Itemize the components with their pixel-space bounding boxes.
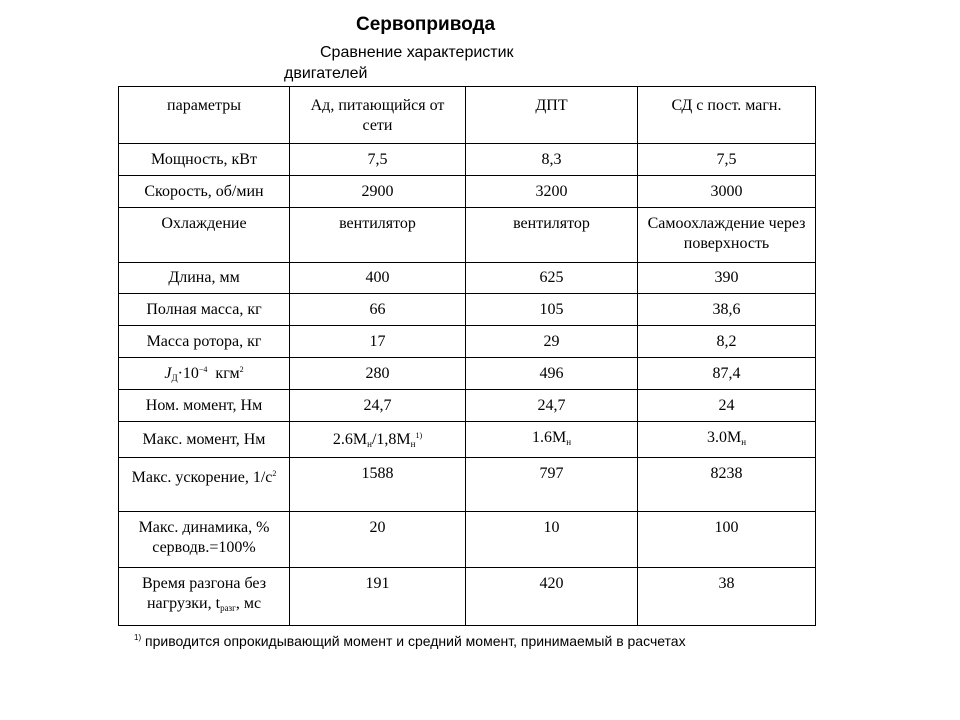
value-cell: 400 bbox=[290, 263, 466, 294]
inertia-multiplier: ·10 bbox=[177, 364, 199, 382]
param-cell: Мощность, кВт bbox=[119, 144, 290, 176]
param-cell: Охлаждение bbox=[119, 208, 290, 263]
inertia-symbol-subscript: Д bbox=[171, 372, 178, 383]
table-row bbox=[119, 568, 816, 626]
value-cell: 2900 bbox=[290, 176, 466, 208]
acceleration-exponent: 2 bbox=[272, 469, 277, 478]
header-cell: СД с пост. магн. bbox=[638, 87, 816, 144]
value-cell: 390 bbox=[638, 263, 816, 294]
max-torque-sd: 3.0M bbox=[706, 428, 742, 446]
value-cell: 20 bbox=[290, 512, 466, 568]
value-cell: 1588 bbox=[290, 458, 466, 512]
inertia-symbol: J bbox=[164, 364, 172, 382]
page-title: Сервопривода bbox=[356, 14, 496, 35]
value-cell: 496 bbox=[466, 358, 638, 390]
table-row bbox=[119, 326, 816, 358]
value-cell: 24 bbox=[638, 390, 816, 422]
value-cell: 24,7 bbox=[290, 390, 466, 422]
table-row bbox=[119, 458, 816, 512]
value-cell: 3000 bbox=[638, 176, 816, 208]
table-row bbox=[119, 176, 816, 208]
value-cell: 8,3 bbox=[466, 144, 638, 176]
table-row bbox=[119, 512, 816, 568]
value-cell: вентилятор bbox=[290, 208, 466, 263]
value-cell-max-torque bbox=[638, 422, 816, 458]
table-row bbox=[119, 144, 816, 176]
max-torque-a: 2.6M bbox=[332, 430, 368, 448]
value-cell: 38,6 bbox=[638, 294, 816, 326]
value-cell: 10 bbox=[466, 512, 638, 568]
table-row bbox=[119, 422, 816, 458]
subtitle-line-2: двигателей bbox=[284, 65, 368, 82]
accel-time-unit: , мс bbox=[235, 595, 262, 612]
footnote-mark: 1) bbox=[134, 633, 142, 642]
param-cell-accel-time bbox=[119, 568, 290, 626]
param-cell-acceleration bbox=[119, 458, 290, 512]
footnote-text: приводится опрокидывающий момент и средний момент, принимаемый в расчетах bbox=[145, 633, 686, 649]
table-row bbox=[119, 208, 816, 263]
value-cell: вентилятор bbox=[466, 208, 638, 263]
comparison-table bbox=[118, 86, 816, 626]
footnote bbox=[134, 633, 686, 649]
accel-time-label: Время разгона без нагрузки, t bbox=[141, 575, 267, 612]
param-cell: Макс. момент, Нм bbox=[119, 422, 290, 458]
value-cell: 24,7 bbox=[466, 390, 638, 422]
max-torque-dpt-subscript: н bbox=[566, 436, 572, 447]
param-cell: Скорость, об/мин bbox=[119, 176, 290, 208]
value-cell: Самоохлаждение через поверхность bbox=[638, 208, 816, 263]
value-cell: 191 bbox=[290, 568, 466, 626]
inertia-unit-exponent: 2 bbox=[239, 364, 244, 374]
value-cell: 87,4 bbox=[638, 358, 816, 390]
value-cell: 38 bbox=[638, 568, 816, 626]
value-cell: 8,2 bbox=[638, 326, 816, 358]
value-cell: 3200 bbox=[466, 176, 638, 208]
table-row bbox=[119, 263, 816, 294]
subtitle-line-1: Сравнение характеристик bbox=[320, 44, 514, 61]
value-cell: 8238 bbox=[638, 458, 816, 512]
param-cell: Длина, мм bbox=[119, 263, 290, 294]
param-cell: Масса ротора, кг bbox=[119, 326, 290, 358]
max-torque-b-subscript: н bbox=[410, 438, 416, 449]
table-row bbox=[119, 390, 816, 422]
table-row bbox=[119, 358, 816, 390]
param-cell: Полная масса, кг bbox=[119, 294, 290, 326]
value-cell: 797 bbox=[466, 458, 638, 512]
value-cell: 17 bbox=[290, 326, 466, 358]
header-cell: ДПТ bbox=[466, 87, 638, 144]
table-header-row bbox=[119, 87, 816, 144]
inertia-unit: кгм bbox=[215, 364, 240, 382]
header-cell: параметры bbox=[119, 87, 290, 144]
value-cell: 420 bbox=[466, 568, 638, 626]
max-torque-dpt: 1.6M bbox=[531, 428, 567, 446]
param-cell-inertia bbox=[119, 358, 290, 390]
value-cell: 7,5 bbox=[290, 144, 466, 176]
value-cell: 66 bbox=[290, 294, 466, 326]
max-torque-a-subscript: н bbox=[367, 438, 372, 449]
value-cell: 7,5 bbox=[638, 144, 816, 176]
table-row bbox=[119, 294, 816, 326]
param-cell: Ном. момент, Нм bbox=[119, 390, 290, 422]
value-cell: 29 bbox=[466, 326, 638, 358]
value-cell: 625 bbox=[466, 263, 638, 294]
value-cell-max-torque bbox=[466, 422, 638, 458]
header-cell: Ад, питающийся от сети bbox=[290, 87, 466, 144]
value-cell: 105 bbox=[466, 294, 638, 326]
acceleration-label: Макс. ускорение, 1/с bbox=[131, 469, 273, 486]
footnote-reference: 1) bbox=[415, 430, 423, 440]
inertia-exponent: −4 bbox=[198, 364, 208, 374]
subtitle bbox=[284, 42, 584, 84]
max-torque-sd-subscript: н bbox=[741, 436, 747, 447]
value-cell-max-torque bbox=[290, 422, 466, 458]
value-cell: 280 bbox=[290, 358, 466, 390]
max-torque-b: /1,8M bbox=[371, 430, 411, 448]
value-cell: 100 bbox=[638, 512, 816, 568]
param-cell: Макс. динамика, % серводв.=100% bbox=[119, 512, 290, 568]
accel-time-subscript: разг bbox=[220, 603, 236, 613]
